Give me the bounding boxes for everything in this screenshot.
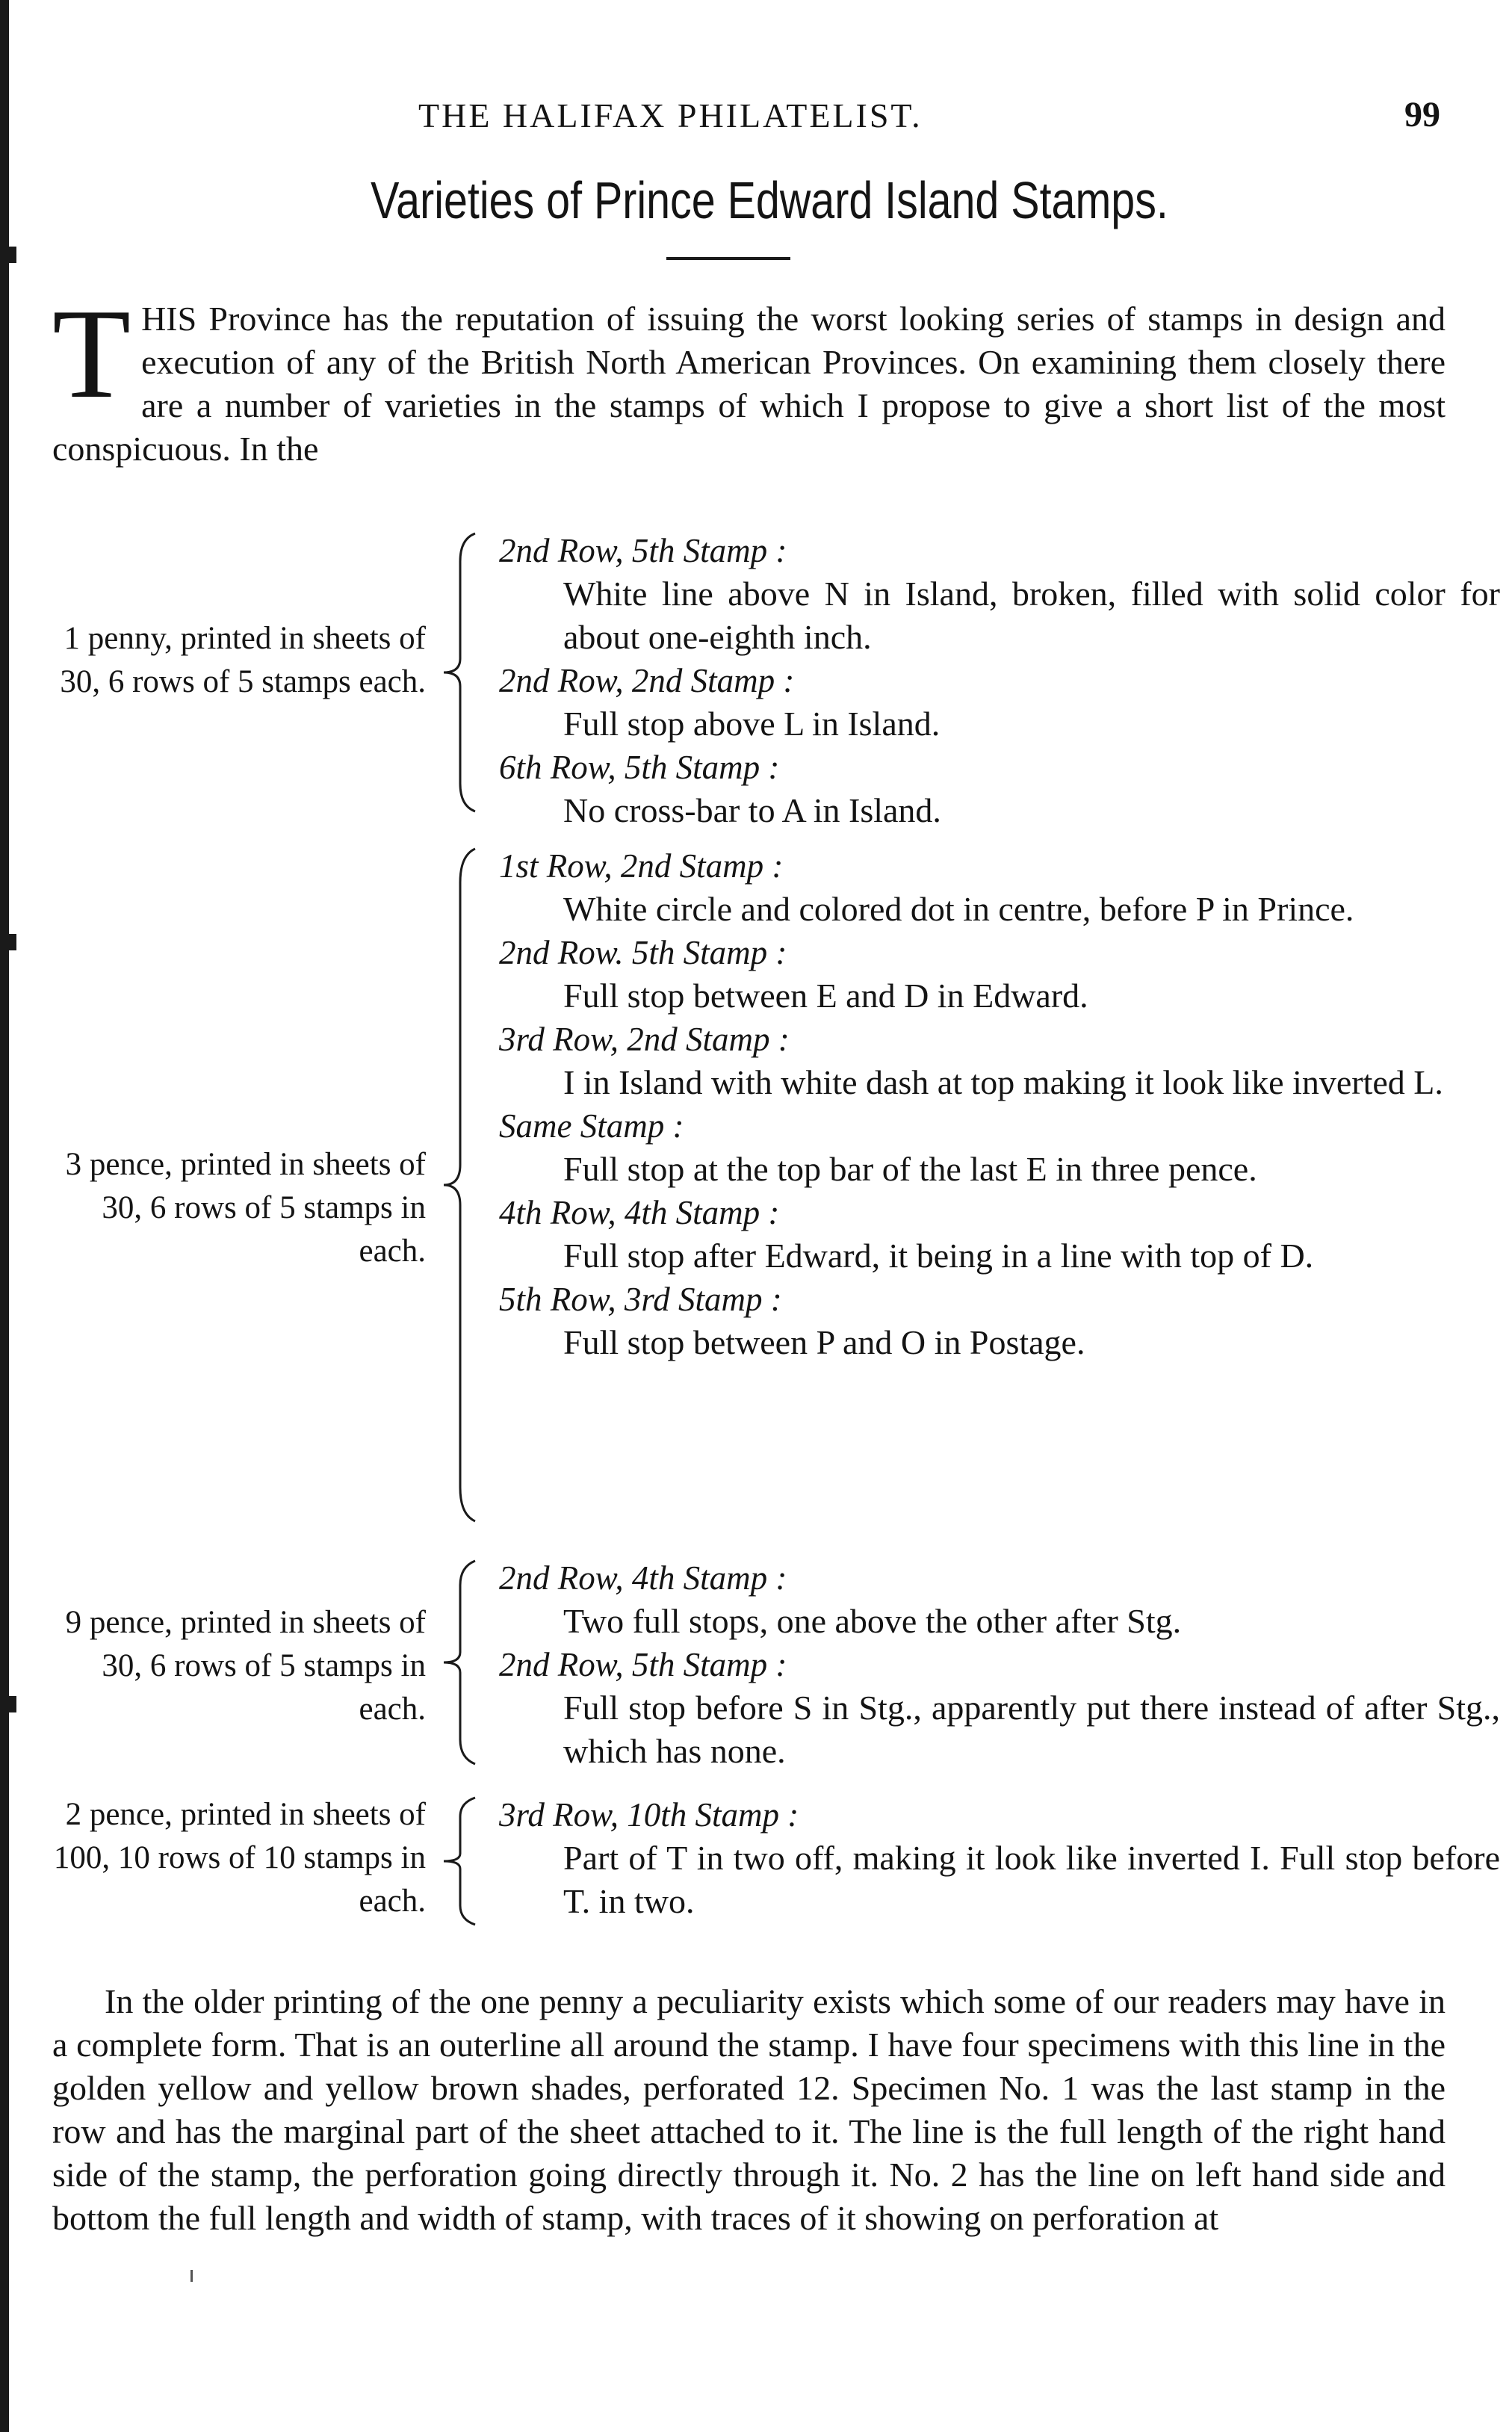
scan-edge: [0, 0, 9, 2432]
intro-paragraph: HIS Province has the reputation of issuing the worst looking series of stamps in design and execution of any of the British North American Provinces. On examining them closely there are a number of varieties in the stamps of which I propose to give a short list of the most conspicuous. In the: [52, 300, 1446, 468]
stamp-position: 2nd Row, 5th Stamp :: [499, 532, 787, 569]
group-label: 9 pence, printed in sheets of 30, 6 rows of 5 stamps in each.: [65, 1605, 426, 1727]
stamp-position: 5th Row, 3rd Stamp :: [499, 1281, 782, 1318]
variety-description: Full stop before S in Stg., apparently put there instead of after Stg., which has none.: [563, 1689, 1500, 1770]
group-entries: [469, 844, 1500, 1364]
variety-group-3-pence: [52, 844, 1457, 1532]
variety-description: Full stop at the top bar of the last E in three pence.: [563, 1150, 1257, 1188]
group-label: 2 pence, printed in sheets of 100, 10 rows of 10 stamps in each.: [53, 1797, 426, 1919]
variety-group-9-pence: [52, 1556, 1500, 1773]
variety-group-1-penny: [52, 529, 1500, 829]
stamp-position: Same Stamp :: [499, 1107, 684, 1145]
variety-description: Two full stops, one above the other after Stg.: [563, 1602, 1182, 1640]
variety-description: White circle and colored dot in centre, before P in Prince.: [563, 890, 1354, 928]
scan-speck: [190, 2270, 193, 2282]
scan-edge-mark: [9, 247, 16, 263]
variety-description: Full stop above L in Island.: [563, 705, 941, 743]
variety-description: White line above N in Island, broken, filled with solid color for about one-eighth inch.: [563, 575, 1500, 656]
variety-description: Full stop after Edward, it being in a line with top of D.: [563, 1237, 1314, 1275]
article-title: Varieties of Prince Edward Island Stamps.: [371, 171, 1168, 229]
stamp-position: 2nd Row. 5th Stamp :: [499, 934, 787, 971]
stamp-position: 3rd Row, 10th Stamp :: [499, 1796, 799, 1834]
stamp-position: 1st Row, 2nd Stamp :: [499, 847, 784, 885]
stamp-position: 3rd Row, 2nd Stamp :: [499, 1021, 790, 1058]
group-label: 1 penny, printed in sheets of 30, 6 rows of 5 stamps each.: [60, 621, 426, 699]
stamp-position: 2nd Row, 2nd Stamp :: [499, 662, 795, 699]
stamp-position: 6th Row, 5th Stamp :: [499, 749, 780, 786]
stamp-position: 2nd Row, 5th Stamp :: [499, 1646, 787, 1683]
variety-group-2-pence: [52, 1793, 1500, 1943]
variety-description: Full stop between P and O in Postage.: [563, 1323, 1085, 1361]
closing-paragraph: In the older printing of the one penny a peculiarity exists which some of our readers may have in a complete form. That is an outerline all around the stamp. I have four specimens with this line in the golden yellow and yellow brown shades, perforated 12. Specimen No. 1 was the last stamp in the row and has the marginal part of the sheet attached to it. The line is the full length of the right hand side of the stamp, the perforation going directly through it. No. 2 has the line on left hand side and bottom the full length and width of stamp, with traces of it showing on perforation at: [52, 1982, 1446, 2237]
running-title: THE HALIFAX PHILATELIST.: [418, 96, 923, 134]
variety-description: No cross-bar to A in Island.: [563, 791, 941, 829]
variety-description: Part of T in two off, making it look like inverted I. Full stop before T. in two.: [563, 1839, 1500, 1920]
title-rule: [666, 257, 790, 260]
intro-block: [52, 283, 1446, 471]
scan-edge-mark: [9, 934, 16, 950]
group-entries: [469, 1556, 1500, 1773]
variety-description: Full stop between E and D in Edward.: [563, 977, 1088, 1015]
scan-edge-mark: [9, 1696, 16, 1712]
stamp-position: 4th Row, 4th Stamp :: [499, 1194, 780, 1231]
drop-cap: T: [52, 283, 131, 425]
page-number: 99: [1404, 95, 1440, 134]
group-label: 3 pence, printed in sheets of 30, 6 rows of 5 stamps in each.: [65, 1147, 426, 1269]
group-entries: [469, 1793, 1500, 1923]
group-entries: [469, 529, 1500, 832]
variety-description: I in Island with white dash at top making it look like inverted L.: [563, 1063, 1443, 1101]
stamp-position: 2nd Row, 4th Stamp :: [499, 1559, 787, 1597]
